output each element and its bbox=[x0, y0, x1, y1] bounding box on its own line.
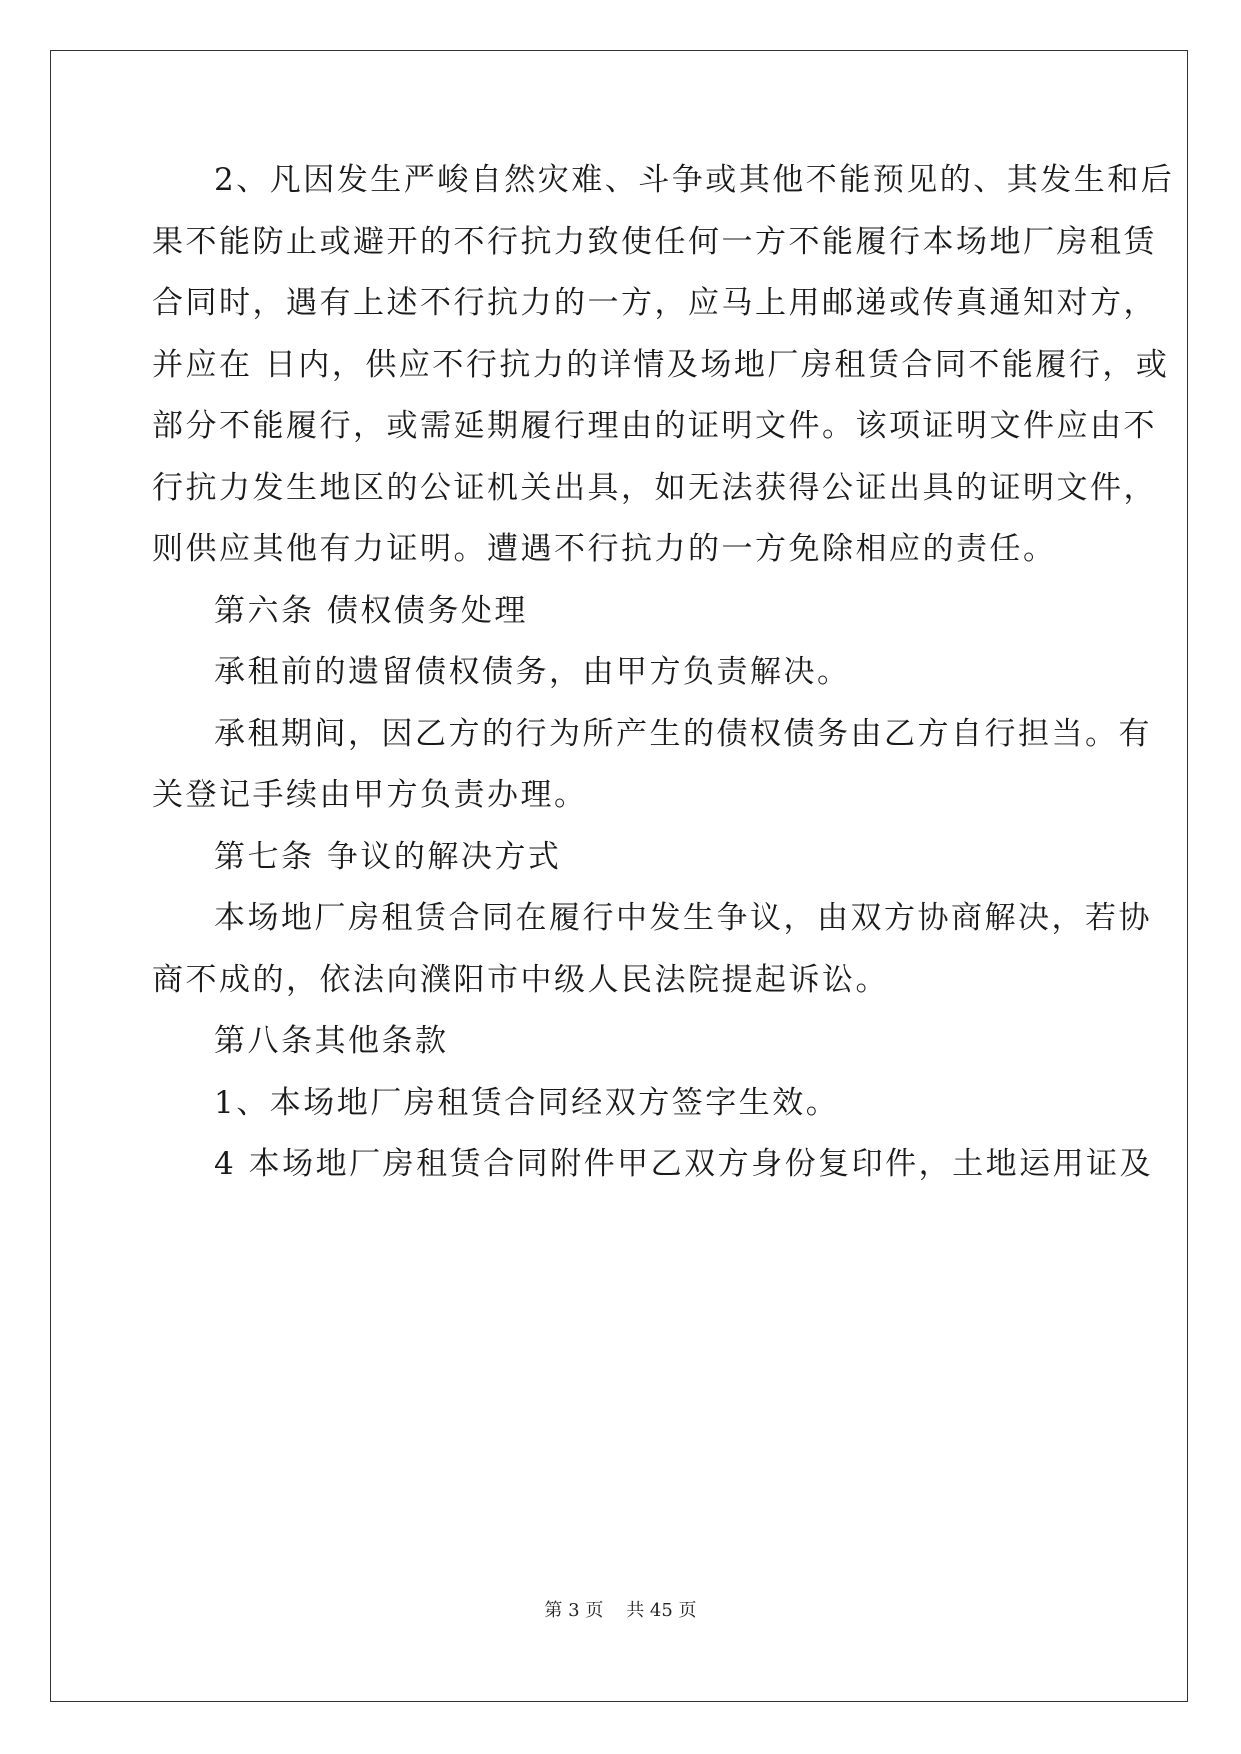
text-line: 4 本场地厂房租赁合同附件甲乙双方身份复印件，土地运用证及 bbox=[214, 1146, 1154, 1182]
page-footer bbox=[0, 1596, 1241, 1622]
text-line: 关登记手续由甲方负责办理。 bbox=[152, 777, 588, 813]
text-line: 果不能防止或避开的不行抗力致使任何一方不能履行本场地厂房租赁 bbox=[152, 223, 1157, 260]
text-line: 承租前的遗留债权债务，由甲方负责解决。 bbox=[214, 654, 851, 690]
page-number: 第 3 页 共 45 页 bbox=[544, 1600, 697, 1621]
text-line: 部分不能履行，或需延期履行理由的证明文件。该项证明文件应由不 bbox=[152, 408, 1157, 444]
text-line: 第七条 争议的解决方式 bbox=[214, 838, 562, 875]
text-line: 2、凡因发生严峻自然灾难、斗争或其他不能预见的、其发生和后 bbox=[214, 162, 1175, 198]
text-line: 行抗力发生地区的公证机关出具，如无法获得公证出具的证明文件， bbox=[152, 469, 1157, 506]
text-line: 承租期间，因乙方的行为所产生的债权债务由乙方自行担当。有 bbox=[214, 715, 1152, 752]
text-line: 并应在 日内，供应不行抗力的详情及场地厂房租赁合同不能履行，或 bbox=[152, 346, 1170, 383]
text-line: 则供应其他有力证明。遭遇不行抗力的一方免除相应的责任。 bbox=[152, 531, 1057, 567]
text-line: 1、本场地厂房租赁合同经双方签字生效。 bbox=[214, 1084, 840, 1121]
text-line: 本场地厂房租赁合同在履行中发生争议，由双方协商解决，若协 bbox=[214, 900, 1152, 936]
text-line: 第八条其他条款 bbox=[214, 1023, 449, 1059]
text-line: 商不成的，依法向濮阳市中级人民法院提起诉讼。 bbox=[152, 961, 889, 998]
text-line: 第六条 债权债务处理 bbox=[214, 592, 528, 629]
text-line: 合同时，遇有上述不行抗力的一方，应马上用邮递或传真通知对方， bbox=[152, 285, 1157, 321]
